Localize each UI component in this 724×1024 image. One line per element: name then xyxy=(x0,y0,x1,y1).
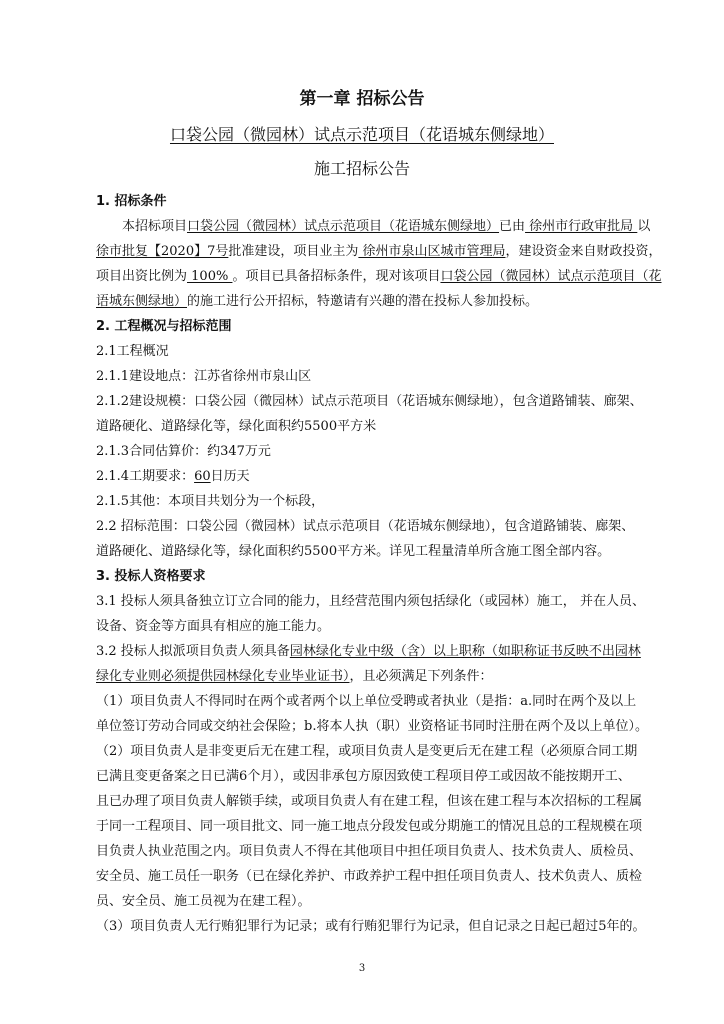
page-number: 3 xyxy=(358,963,366,974)
paragraph-line: 语城东侧绿地）的施工进行公开招标，特邀请有兴趣的潜在投标人参加投标。 xyxy=(96,294,539,309)
paragraph-line: 于同一工程项目、同一项目批文、同一施工地点分段发包或分期施工的情况且总的工程规模在项 xyxy=(96,819,643,834)
paragraph-line: （1）项目负责人不得同时在两个或者两个以上单位受聘或者执业（是指：a.同时在两个及以上 xyxy=(96,694,637,709)
paragraph-line: 道路硬化、道路绿化等，绿化面积约5500平方米。详见工程量清单所含施工图全部内容。 xyxy=(96,544,611,559)
paragraph-line: 2.1工程概况 xyxy=(96,344,169,359)
paragraph-line: 员、安全员、施工员视为在建工程）。 xyxy=(96,894,311,909)
paragraph-line: 本招标项目口袋公园（微园林）试点示范项目（花语城东侧绿地）已由 徐州市行政审批局 以 xyxy=(122,219,651,234)
paragraph-line: 安全员、施工员任一职务（已在绿化养护、市政养护工程中担任项目负责人、技术负责人、质检 xyxy=(96,869,643,884)
paragraph-line: 3.2 投标人拟派项目负责人须具备园林绿化专业中级（含）以上职称（如职称证书反映不出园林 xyxy=(96,644,641,659)
section-3-heading: 3. 投标人资格要求 xyxy=(96,569,206,584)
paragraph-line: 3.1 投标人须具备独立订立合同的能力，且经营范围内须包括绿化（或园林）施工， 并在人员、 xyxy=(96,594,645,609)
paragraph-line: 绿化专业则必须提供园林绿化专业毕业证书），且必须满足下列条件： xyxy=(96,669,493,684)
section-1-heading: 1. 招标条件 xyxy=(96,194,167,209)
paragraph-line: 单位签订劳动合同或交纳社会保险；b.将本人执（职）业资格证书同时注册在两个及以上单位）。 xyxy=(96,719,648,734)
paragraph-line: （3）项目负责人无行贿犯罪行为记录；或有行贿犯罪行为记录，但自记录之日起已超过5年的。 xyxy=(96,919,646,934)
project-title xyxy=(0,126,724,144)
project-title-text: 口袋公园（微园林）试点示范项目（花语城东侧绿地） xyxy=(169,125,554,144)
notice-title: 施工招标公告 xyxy=(313,159,410,178)
section-2-heading: 2. 工程概况与招标范围 xyxy=(96,319,232,334)
paragraph-line: 项目出资比例为 100% 。项目已具备招标条件，现对该项目口袋公园（微园林）试点示范项目（花 xyxy=(96,269,662,284)
paragraph-line: 已满且变更备案之日已满6个月），或因非承包方原因致使工程项目停工或因故不能按期开工、 xyxy=(96,769,631,784)
paragraph-line: 徐市批复【2020】7号批准建设，项目业主为 徐州市泉山区城市管理局，建设资金来自财政投资， xyxy=(96,244,662,259)
paragraph-line: 2.2 招标范围：口袋公园（微园林）试点示范项目（花语城东侧绿地），包含道路铺装、廊架、 xyxy=(96,519,635,534)
paragraph-line: 2.1.4工期要求：60日历天 xyxy=(96,469,250,484)
paragraph-line: 设备、资金等方面具有相应的施工能力。 xyxy=(96,619,331,634)
paragraph-line: 2.1.2建设规模：口袋公园（微园林）试点示范项目（花语城东侧绿地），包含道路铺装、廊架、 xyxy=(96,394,643,409)
paragraph-line: 目负责人执业范围之内。项目负责人不得在其他项目中担任项目负责人、技术负责人、质检员、 xyxy=(96,844,643,859)
paragraph-line: 道路硬化、道路绿化等，绿化面积约5500平方米 xyxy=(96,419,377,434)
paragraph-line: 2.1.1建设地点：江苏省徐州市泉山区 xyxy=(96,369,312,384)
paragraph-line: （2）项目负责人是非变更后无在建工程，或项目负责人是变更后无在建工程（必须原合同工期 xyxy=(96,744,638,759)
paragraph-line: 2.1.5其他：本项目共划分为一个标段， xyxy=(96,494,325,509)
chapter-title: 第一章 招标公告 xyxy=(299,89,425,109)
paragraph-line: 且已办理了项目负责人解锁手续，或项目负责人有在建工程，但该在建工程与本次招标的工程属 xyxy=(96,794,643,809)
paragraph-line: 2.1.3合同估算价：约347万元 xyxy=(96,444,271,459)
